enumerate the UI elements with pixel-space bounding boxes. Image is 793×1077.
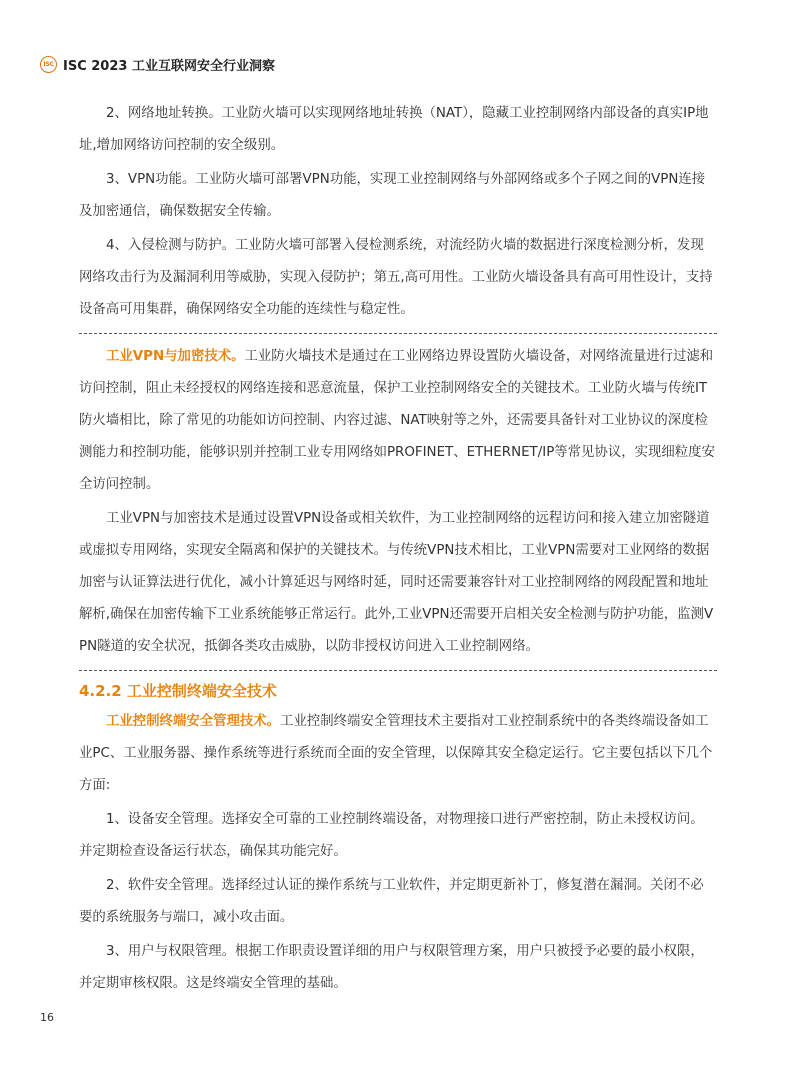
page-number: 16 — [40, 1011, 54, 1024]
paragraph-software-security: 2、软件安全管理。选择经过认证的操作系统与工业软件，并定期更新补丁，修复潜在漏洞。关闭不必要的系统服务与端口，减小攻击面。 — [79, 878, 704, 925]
paragraph-device-security: 1、设备安全管理。选择安全可靠的工业控制终端设备，对物理接口进行严密控制，防止未授权访问。并定期检查设备运行状态，确保其功能完好。 — [79, 812, 704, 859]
paragraph-intrusion-detection: 4、入侵检测与防护。工业防火墙可部署入侵检测系统，对流经防火墙的数据进行深度检测分析，发现网络攻击行为及漏洞利用等威胁，实现入侵防护；第五,高可用性。工业防火墙设备具有高可用性设计，支持设备高可用集群，确保网络安全功能的连续性与稳定性。 — [79, 238, 713, 317]
paragraph-nat: 2、网络地址转换。工业防火墙可以实现网络地址转换（NAT），隐藏工业控制网络内部设备的真实IP地址,增加网络访问控制的安全级别。 — [79, 106, 709, 153]
lead-terminal-management: 工业控制终端安全管理技术。 — [106, 714, 281, 729]
lead-vpn-encryption: 工业VPN与加密技术。 — [106, 349, 245, 364]
paragraph-vpn-encryption-detail: 工业VPN与加密技术是通过设置VPN设备或相关软件，为工业控制网络的远程访问和接入建立加密隧道或虚拟专用网络，实现安全隔离和保护的关键技术。与传统VPN技术相比，工业VPN需要对工业网络的数据加密与认证算法进行优化，减小计算延迟与网络时延，同时还需要兼容针对工业控制网络的网段配置和地址解析,确保在加密传输下工业系统能够正常运行。此外,工业VPN还需要开启相关安全检测与防护功能，监测VPN隧道的安全状况，抵御各类攻击威胁，以防非授权访问进入工业控制网络。 — [79, 511, 714, 654]
dashed-divider — [79, 333, 717, 334]
paragraph-vpn-function: 3、VPN功能。工业防火墙可部署VPN功能，实现工业控制网络与外部网络或多个子网之间的VPN连接及加密通信，确保数据安全传输。 — [79, 172, 706, 219]
paragraph-terminal-management — [79, 706, 717, 802]
page-header — [40, 54, 275, 74]
isc-logo-icon — [40, 56, 57, 73]
paragraph-user-permissions: 3、用户与权限管理。根据工作职责设置详细的用户与权限管理方案，用户只被授予必要的最小权限，并定期审核权限。这是终端安全管理的基础。 — [79, 944, 704, 991]
logo-text: ISC — [43, 60, 54, 68]
section-heading: 4.2.2 工业控制终端安全技术 — [79, 682, 277, 700]
main-content — [79, 98, 717, 1000]
dashed-divider — [79, 670, 717, 671]
paragraph-text: 工业防火墙技术是通过在工业网络边界设置防火墙设备，对网络流量进行过滤和访问控制，阻止未经授权的网络连接和恶意流量，保护工业控制网络安全的关键技术。工业防火墙与传统IT防火墙相比，除了常见的功能如访问控制、内容过滤、NAT映射等之外，还需要具备针对工业协议的深度检测能力和控制功能，能够识别并控制工业专用网络如PROFINET、ETHERNET/IP等常见协议，实现细粒度安全访问控制。 — [79, 349, 715, 492]
header-title: ISC 2023 工业互联网安全行业洞察 — [63, 58, 275, 74]
paragraph-text: 工业控制终端安全管理技术主要指对工业控制系统中的各类终端设备如工业PC、工业服务器、操作系统等进行系统而全面的安全管理，以保障其安全稳定运行。它主要包括以下几个方面: — [79, 714, 713, 793]
paragraph-vpn-encryption-intro — [79, 341, 717, 501]
